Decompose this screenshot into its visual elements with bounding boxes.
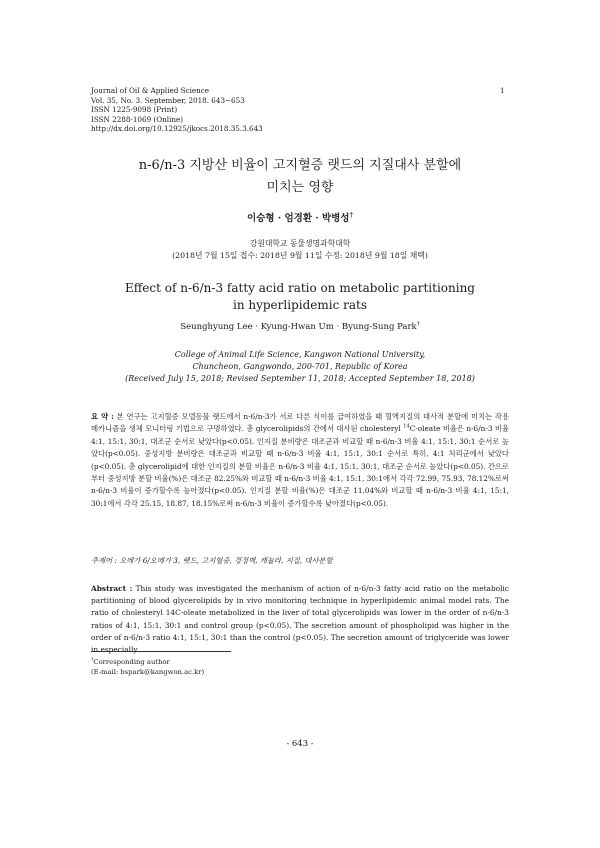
keywords: 주제어 : 오메가 6/오메가 3, 랫드, 고지혈증, 경정맥, 캐뉼라, 지질, 대사분할: [91, 556, 333, 565]
english-affiliation-line1: College of Animal Life Science, Kangwon National University,: [174, 350, 426, 359]
korean-dates: (2018년 7월 15일 접수: 2018년 9월 11일 수정: 2018년 9월 18일 채택): [172, 250, 428, 260]
korean-abstract-label: 요 약 :: [91, 412, 114, 421]
english-affiliation: [91, 349, 509, 385]
korean-author-names: 이승형 · 엄경환 · 박병성: [247, 213, 350, 224]
english-abstract: [91, 583, 509, 656]
page-number-top: 1: [500, 86, 505, 95]
korean-authors: [91, 210, 509, 224]
korean-affiliation-name: 강원대학교 동물생명과학대학: [249, 239, 351, 248]
english-dates: (Received July 15, 2018; Revised September 11, 2018; Accepted September 18, 2018): [125, 374, 475, 383]
doi-link[interactable]: http://dx.doi.org/10.12925/jkocs.2018.35.3.643: [91, 124, 263, 134]
english-abstract-label: Abstract :: [91, 584, 133, 593]
korean-affiliation: [91, 238, 509, 261]
korean-author-mark: †: [349, 210, 353, 219]
journal-name: Journal of Oil & Applied Science: [91, 86, 210, 95]
issn-online: ISSN 2288-1069 (Online): [91, 114, 184, 124]
korean-abstract-text-2: C-oleate 비율은 n-6/n-3 비율 4:1, 15:1, 30:1, 대조군 순서로 낮았다(p<0.05). 인지질 분비량은 대조군과 비교할 때 n-6/n-3 비율 4:1, 15:1, 30:1 순서로 높았다(p<0.05). 중성지방 분비량은 대조군과 비교할 때 n-6/n-3 비율 4:1, 15:1, 30:1 순서로 특히, 4:1 처리군에서 낮았다(p<0.05). 총 glycerolipid에 대한 인지질의 분할 비율은 n-6/n-3 비율 4:1, 15:1, 30:1, 대조군 순서로 높았다(p<0.05). 간으로부터 중성지방 분할 비율(%)은 대조군 82.25%와 비교할 때 n-6/n-3 비율 4:1, 15:1, 30:1에서 각각 72.99, 75.93, 78.12%로써 n-6/n-3 비율이 증가할수록 높아졌다(p<0.05). 인지질 분할 비율(%)은 대조군 11.04%와 비교할 때 n-6/n-3 비율 4:1, 15:1, 30:1에서 각각 25.15, 18.87, 18.15%로써 n-6/n-3 비율이 증가할수록 낮아졌다(p<0.05).: [91, 424, 509, 508]
journal-volume: Vol. 35, No. 3. September, 2018. 643~653: [91, 95, 245, 105]
footnote-divider: [91, 651, 231, 652]
korean-title-line1: n-6/n-3 지방산 비율이 고지혈증 랫드의 지질대사 분할에: [138, 158, 462, 173]
english-title: [91, 280, 509, 314]
english-authors: [91, 322, 509, 332]
footnote-corresponding: Corresponding author: [93, 658, 170, 666]
english-author-names: Seunghyung Lee · Kyung-Hwan Um · Byung-Sung Park: [180, 322, 417, 332]
english-title-line2: in hyperlipidemic rats: [232, 298, 367, 312]
english-affiliation-line2: Chuncheon, Gangwondo, 200-701, Republic of Korea: [192, 362, 408, 371]
korean-abstract: [91, 411, 509, 510]
english-author-mark: †: [416, 320, 420, 328]
korean-abstract-sup: 14: [403, 423, 410, 430]
korean-title-line2: 미치는 영향: [266, 180, 334, 195]
korean-title: [91, 155, 509, 199]
page-footer-number: - 643 -: [286, 739, 314, 749]
footnote-email: (E-mail: bspark@kangwon.ac.kr): [91, 668, 205, 676]
journal-info: [91, 86, 263, 134]
korean-abstract-text-1: 본 연구는 고지혈증 모델동물 랫드에서 n-6/n-3가 서로 다른 식이를 급여하였을 때 혈액지질의 대사적 분할에 미치는 작용 메카니즘을 생체 모니터링 기법으로 구명하였다. 총 glycerolipids의 간에서 대사된 cholesteryl: [91, 412, 509, 434]
footnote-mark: †: [91, 657, 94, 663]
issn-print: ISSN 1225-9098 (Print): [91, 105, 178, 115]
english-title-line1: Effect of n-6/n-3 fatty acid ratio on metabolic partitioning: [125, 281, 475, 295]
english-abstract-text: This study was investigated the mechanism of action of n-6/n-3 fatty acid ratio on the metabolic partitioning of blood glycerolipids by in vivo monitoring technique in hyperlipidemic animal model rats. The ratio of cholesteryl 14C-oleate metabolized in the liver of total glycerolipids was lower in the order of n-6/n-3 ratios of 4:1, 15:1, 30:1 and control group (p<0.05). The secretion amount of phospholipid was higher in the order of n-6/n-3 ratio 4:1, 15:1, 30:1 than the control (p<0.05). The secretion amount of triglyceride was lower in especially: [91, 584, 509, 655]
footnote: [91, 657, 204, 677]
